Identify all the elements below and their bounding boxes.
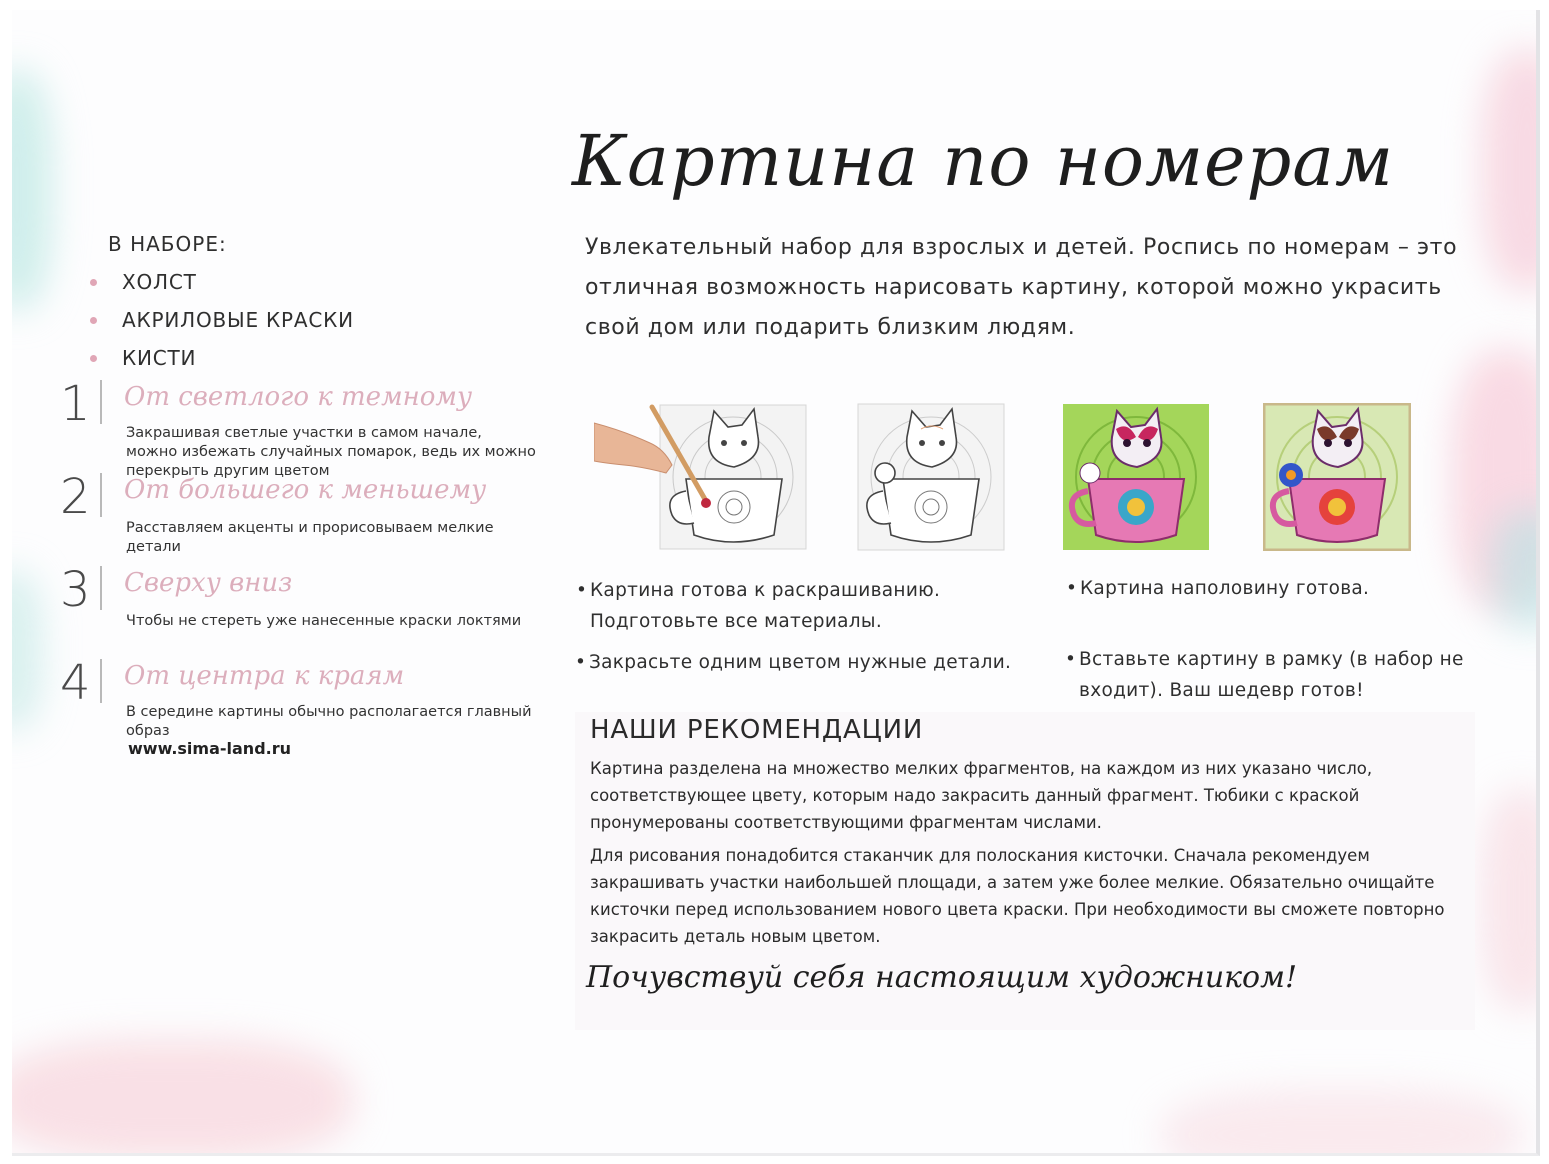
step-heading: Сверху вниз [124, 568, 293, 598]
kit-item: КИСТИ [108, 346, 354, 370]
paint-wash-decoration [12, 570, 42, 730]
bullet-dot-icon: • [575, 652, 587, 673]
paint-wash-decoration [1482, 50, 1540, 290]
step-text: В середине картины обычно располагается главный образ [126, 704, 532, 739]
progress-illustrations [594, 403, 1424, 553]
light-sketch-image [857, 403, 1005, 551]
bullet-dot-icon [90, 317, 97, 324]
step-divider [100, 566, 102, 610]
step [60, 657, 530, 750]
kitten-cup-sketch-icon [857, 403, 1005, 551]
sketch-with-brush-image [594, 403, 808, 551]
kit-contents [108, 232, 354, 384]
slogan: Почувствуй себя настоящим художником! [586, 960, 1298, 995]
bullet-dot-icon [90, 355, 97, 362]
page-title: Картина по номерам [572, 120, 1395, 202]
step-divider [100, 659, 102, 703]
bullet-text: • Вставьте картину в рамку (в набор не входит). Ваш шедевр готов! [1079, 644, 1479, 706]
bullet-dot-icon: • [576, 580, 588, 601]
step-text: Расставляем акценты и прорисовываем мелкие детали [126, 520, 494, 555]
bullet-text: • Картина наполовину готова. [1080, 573, 1460, 604]
bullet-dot-icon: • [1066, 578, 1078, 599]
paint-wash-decoration [1162, 1090, 1522, 1156]
step-divider [100, 380, 102, 424]
kit-title: В НАБОРЕ: [108, 232, 227, 256]
step-number: 2 [60, 469, 91, 525]
step [60, 471, 530, 564]
bullet-dot-icon [90, 279, 97, 286]
bullet-text: • Закрасьте одним цветом нужные детали. [589, 647, 1049, 678]
step [60, 564, 530, 657]
step-number: 1 [60, 376, 91, 432]
step-heading: От центра к краям [124, 661, 405, 691]
paint-wash-decoration [12, 70, 52, 310]
kitten-cup-painted-icon [1263, 403, 1411, 551]
kitten-cup-painted-icon [1062, 403, 1210, 551]
painting-steps [60, 376, 536, 750]
recommendations-text [590, 755, 1480, 956]
step-text: Закрашивая светлые участки в самом начале, можно избежать случайных помарок, ведь их можно перекрыть другим цветом [126, 425, 536, 479]
kitten-cup-sketch-icon [594, 403, 808, 551]
website-link[interactable]: www.sima-land.ru [128, 739, 291, 758]
step-text: Чтобы не стереть уже нанесенные краски локтями [126, 613, 522, 629]
step-number: 3 [60, 562, 91, 618]
step-heading: От большего к меньшему [124, 475, 487, 505]
paint-wash-decoration [1492, 510, 1540, 630]
bullet-dot-icon: • [1065, 649, 1077, 670]
paint-wash-decoration [1482, 790, 1540, 1010]
finished-painting-image [1263, 403, 1411, 551]
kit-item: ХОЛСТ [108, 270, 354, 294]
intro-text: Увлекательный набор для взрослых и детей. Роспись по номерам – это отличная возможность нарисовать картину, которой можно украсить свой дом или подарить близким людям. [585, 235, 1458, 340]
bullet-text: • Картина готова к раскрашиванию. Подготовьте все материалы. [590, 575, 1010, 637]
half-painted-image [1062, 403, 1210, 551]
step [60, 376, 536, 479]
recommendation-paragraph: Для рисования понадобится стаканчик для полоскания кисточки. Сначала рекомендуем закрашивать участки наибольшей площади, а затем уже более мелкие. Обязательно очищайте кисточки перед использованием нового цвета краски. При необходимости вы сможете повторно закрасить деталь новым цветом. [590, 846, 1445, 946]
paint-wash-decoration [12, 1040, 352, 1156]
kit-list [108, 270, 354, 370]
recommendation-paragraph: Картина разделена на множество мелких фрагментов, на каждом из них указано число, соответствующее цвету, которым надо закрасить данный фрагмент. Тюбики с краской пронумерованы соответствующими фрагментам числами. [590, 759, 1373, 832]
step-divider [100, 473, 102, 517]
kit-item: АКРИЛОВЫЕ КРАСКИ [108, 308, 354, 332]
step-heading: От светлого к темному [124, 382, 473, 412]
step-number: 4 [60, 655, 91, 711]
recommendations-title: НАШИ РЕКОМЕНДАЦИИ [590, 715, 924, 745]
